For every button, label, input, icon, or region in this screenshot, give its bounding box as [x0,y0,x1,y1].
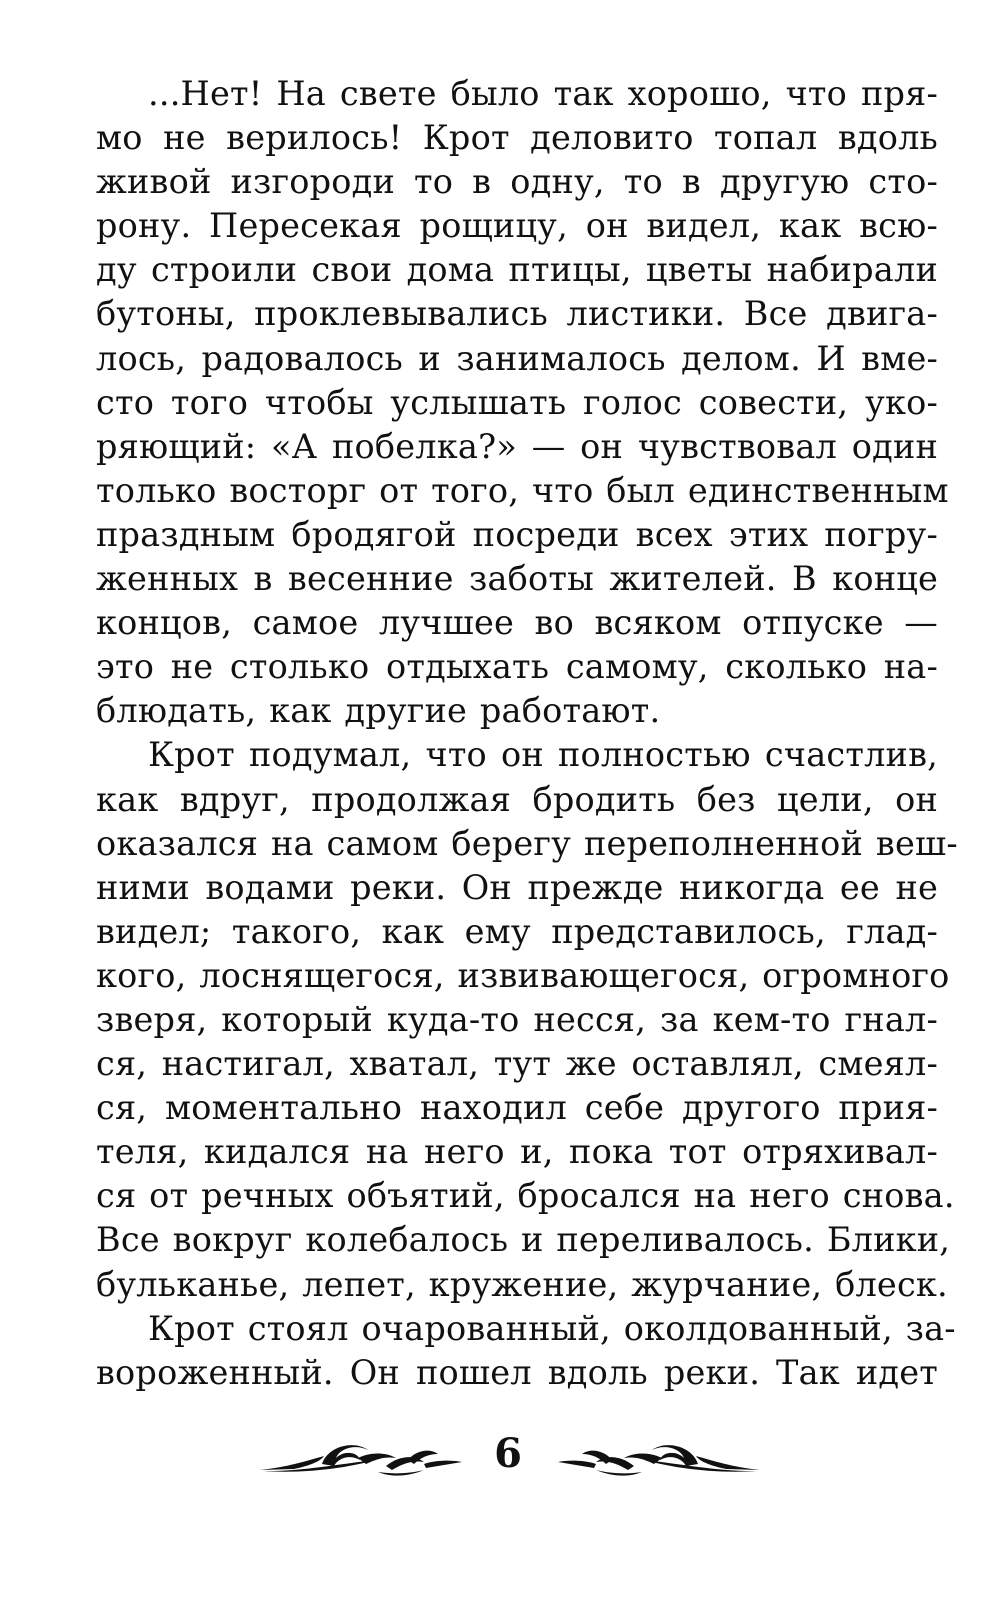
text-line-21: кого, лоснящегося, извивающегося, огромного [96,955,950,995]
text-line-22: зверя, который куда-то несся, за кем-то гнал- [96,999,938,1039]
text-line-9: ряющий: «А побелка?» — он чувствовал один [96,426,938,466]
text-line-12: женных в весенние заботы жителей. В конце [96,559,938,599]
text-line-2: мо не верилось! Крот деловито топал вдоль [96,118,938,158]
text-line-3: живой изгороди то в одну, то в другую сто- [96,162,938,202]
text-line-19: ними водами реки. Он прежде никогда ее не [96,867,938,907]
text-line-23: ся, настигал, хватал, тут же оставлял, смеял- [96,1044,938,1084]
text-line-8: сто того чтобы услышать голос совести, уко- [96,382,938,422]
text-line-10: только восторг от того, что был единственным [96,470,949,510]
text-line-5: ду строили свои дома птицы, цветы набирали [96,250,938,290]
left-flourish-icon [258,1434,464,1482]
text-line-4: рону. Пересекая рощицу, он видел, как всю- [96,206,938,246]
text-line-6: бутоны, проклевывались листики. Все двига- [96,294,938,334]
text-line-17: как вдруг, продолжая бродить без цели, он [96,779,938,819]
text-line-11: праздным бродягой посреди всех этих погру- [96,514,938,554]
text-line-15: блюдать, как другие работают. [96,691,661,731]
book-page-text [96,72,958,1395]
text-line-24: ся, моментально находил себе другого прия- [96,1088,938,1128]
text-line-30: вороженный. Он пошел вдоль реки. Так идет [96,1352,938,1392]
text-line-14: это не столько отдыхать самому, сколько на- [96,647,938,687]
text-line-26: ся от речных объятий, бросался на него снова. [96,1176,955,1216]
page-footer [0,1426,996,1496]
page-number: 6 [494,1430,522,1477]
text-line-1: ...Нет! На свете было так хорошо, что пря- [148,74,938,113]
text-line-29: Крот стоял очарованный, околдованный, за- [148,1308,956,1348]
text-line-7: лось, радовалось и занималось делом. И вме- [96,338,938,378]
text-line-16: Крот подумал, что он полностью счастлив, [148,735,938,775]
right-flourish-icon [556,1434,762,1482]
text-line-28: бульканье, лепет, кружение, журчание, блеск. [96,1264,948,1304]
text-line-18: оказался на самом берегу переполненной веш- [96,823,958,863]
text-line-20: видел; такого, как ему представилось, глад- [96,911,938,951]
text-line-25: теля, кидался на него и, пока тот отряхивал- [96,1132,938,1172]
text-line-13: концов, самое лучшее во всяком отпуске — [96,603,938,643]
text-line-27: Все вокруг колебалось и переливалось. Блики, [96,1220,951,1260]
